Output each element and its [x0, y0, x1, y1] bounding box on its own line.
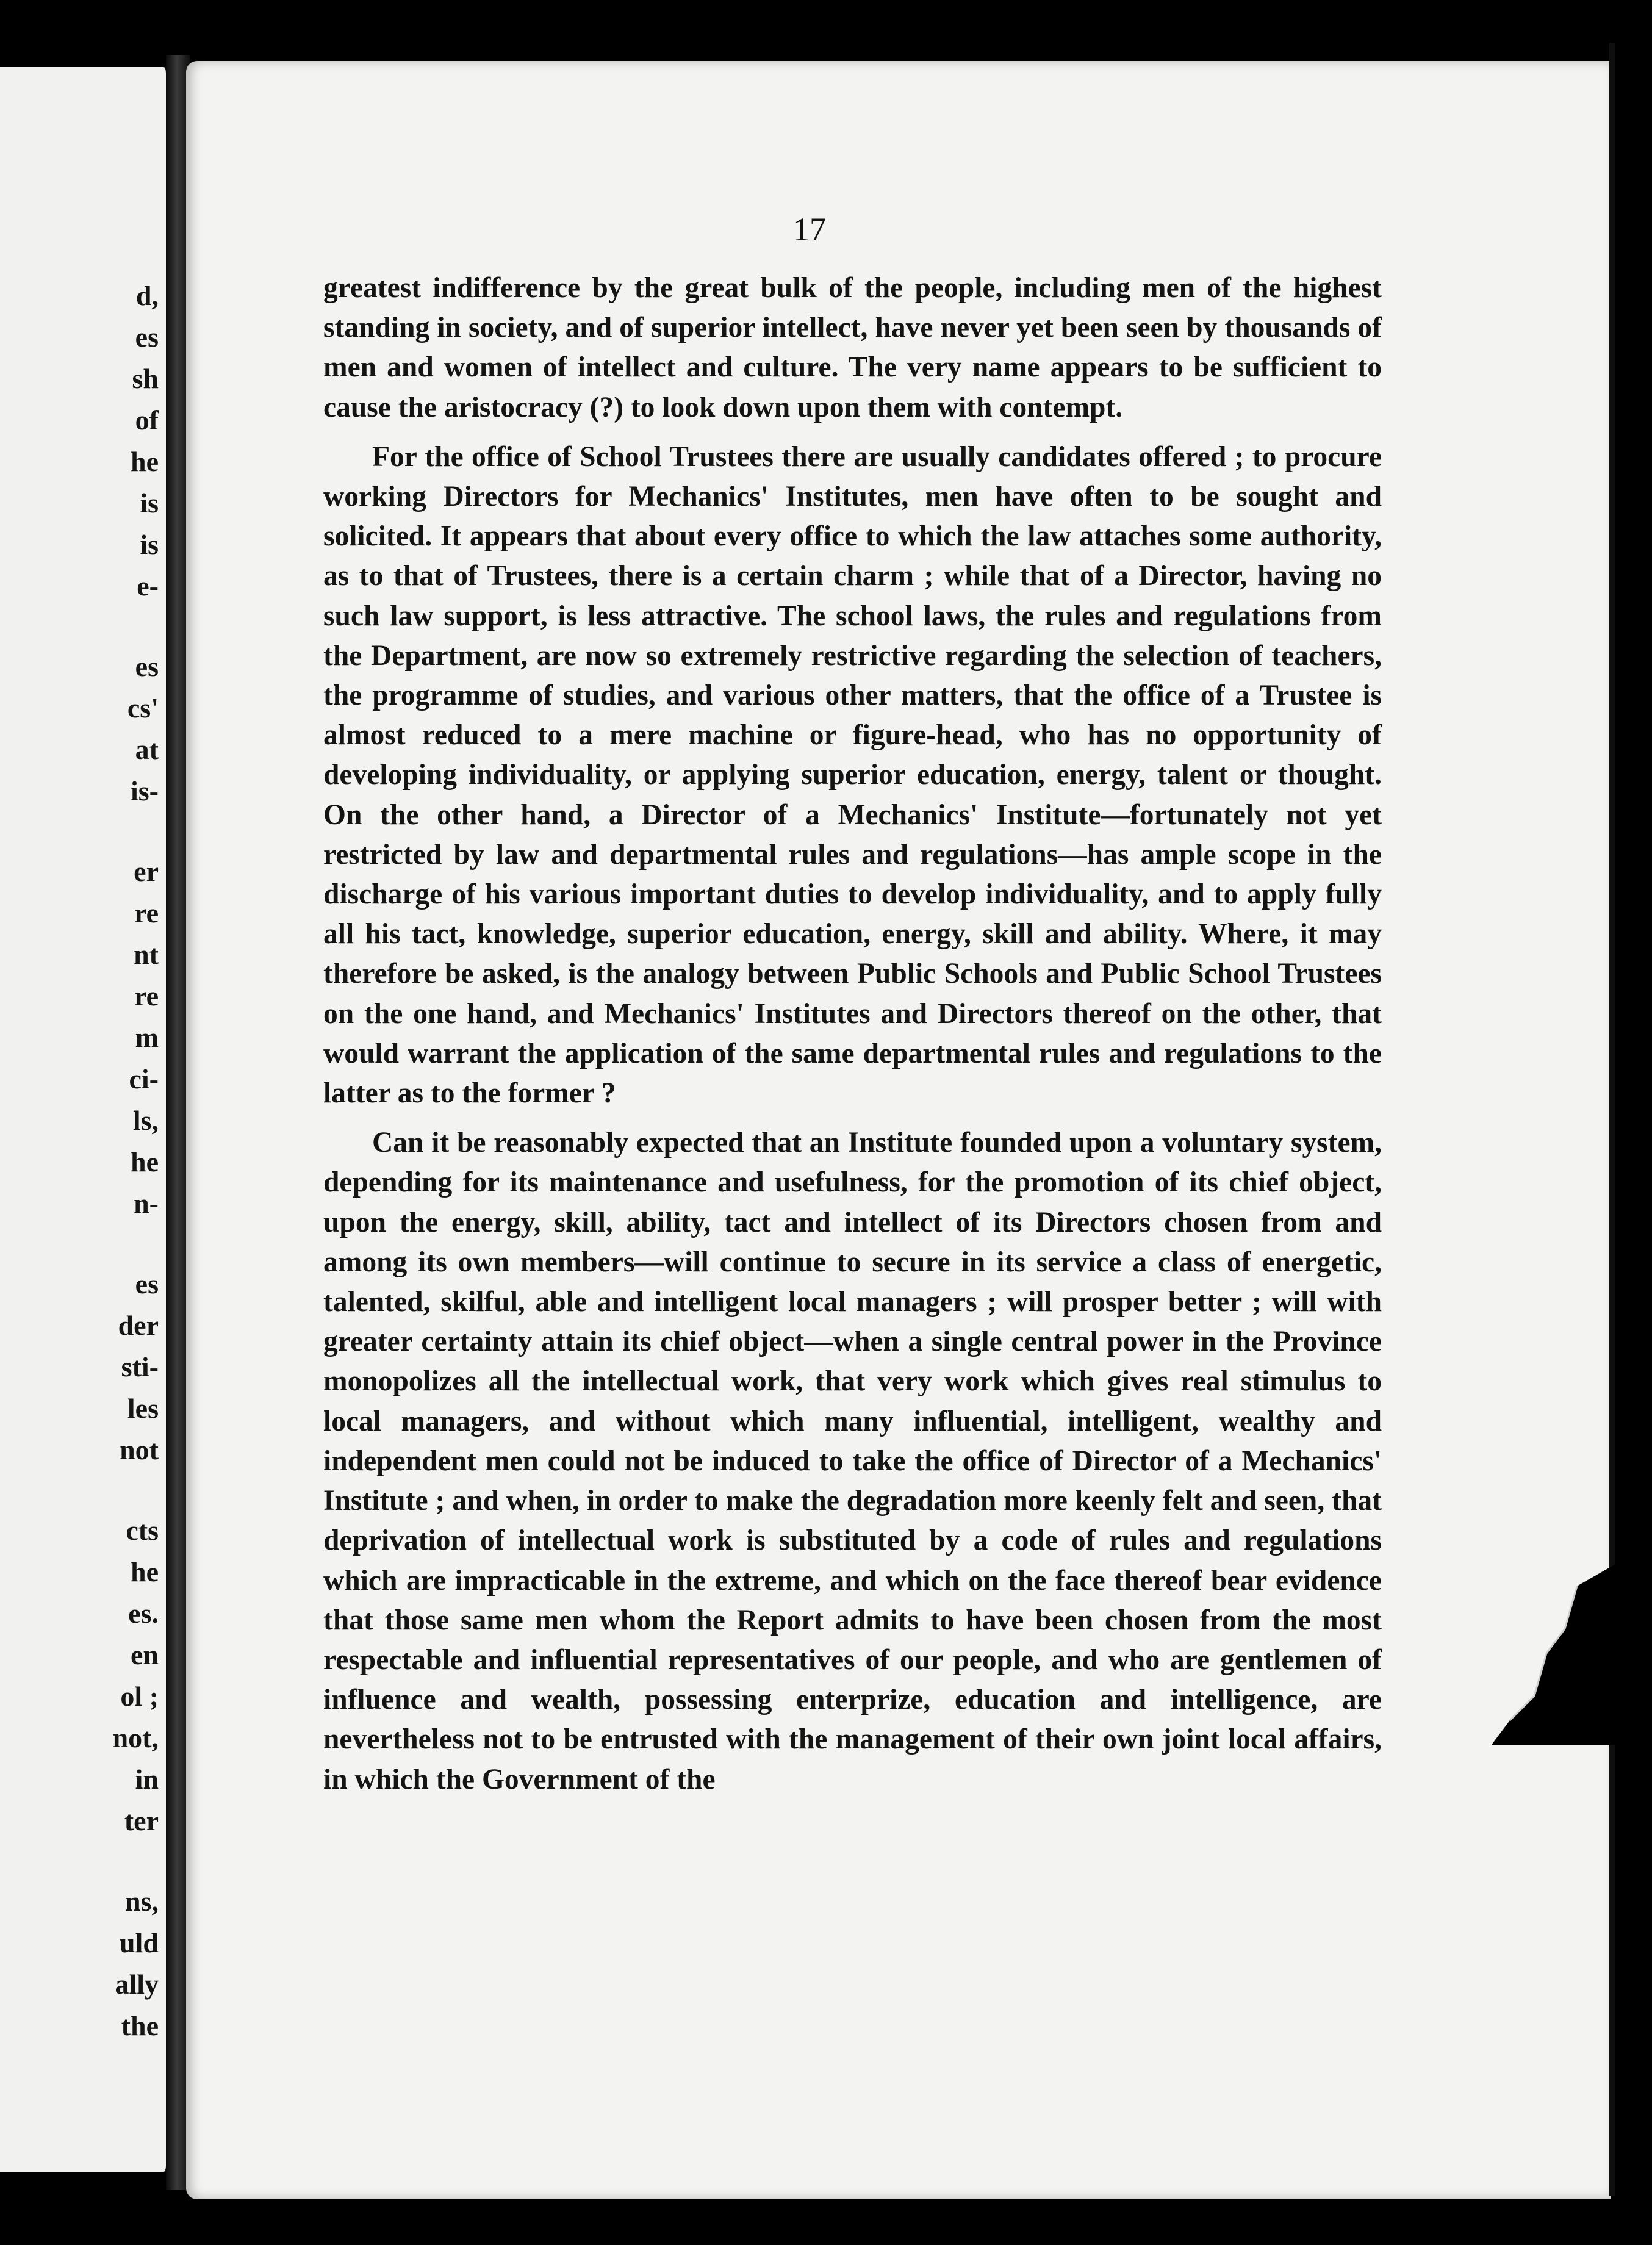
fragment: he — [131, 1556, 159, 1587]
fragment: cs' — [127, 692, 159, 724]
fragment: of — [135, 404, 159, 436]
fragment: es. — [128, 1598, 159, 1629]
fragment: he — [131, 1146, 159, 1177]
fragment: is — [140, 487, 159, 519]
paragraph-1: greatest indifference by the great bulk of the people, including men of the highest standing in society, and of superior intellect, have never yet been seen by thousands of men and women of intellect and culture. The very name appears to be sufficient to cause the aristocracy (?) to look down upon them with contempt. — [323, 272, 1382, 423]
fragment: the — [121, 2010, 159, 2041]
previous-page-text-fragments — [12, 67, 159, 2172]
previous-page-strip — [0, 67, 170, 2172]
fragment: les — [127, 1393, 159, 1424]
fragment: nt — [134, 939, 159, 970]
fragment: e- — [137, 570, 159, 602]
fragment: sh — [132, 363, 159, 394]
page-edge — [1609, 43, 1615, 2196]
fragment: is — [140, 529, 159, 560]
fragment: ter — [124, 1805, 159, 1836]
paragraph-3: Can it be reasonably expected that an Institute founded upon a voluntary system, depending for its maintenance and usefulness, for the promotion of its chief object, upon the energy, skill, ability, tact and intellect of its Directors chosen from and among its own members—will continue to secure in its service a class of energetic, talented, skilful, able and intelligent local managers ; will prosper better ; will with greater certainty attain its chief object—when a single central power in the Province monopolizes all the intellectual work, that very work which gives real stimulus to local managers, and without which many influential, intelligent, wealthy and independent men could not be induced to take the office of Director of a Mechanics' Institute ; and when, in order to make the degradation more keenly felt and seen, that deprivation of intellectual work is substituted by a code of rules and regulations which are impracticable in the extreme, and which on the face thereof bear evidence that those same men whom the Report admits to have been chosen from the most respectable and influential representatives of our people, and who are gentlemen of influence and wealth, possessing enterprize, education and intelligence, are nevertheless not to be entrusted with the management of their own joint local affairs, in which the Government of the — [323, 1127, 1382, 1795]
paragraph-2: For the office of School Trustees there are usually candidates offered ; to procure working Directors for Mechanics' Institutes, men have often to be sought and solicited. It appears that about every office to which the law attaches some authority, as to that of Trustees, there is a certain charm ; while that of a Director, having no such law support, is less attractive. The school laws, the rules and regulations from the Department, are now so extremely restrictive regarding the selection of teachers, the programme of studies, and various other matters, that the office of a Trustee is almost reduced to a mere machine or figure-head, who has no opportunity of developing individuality, or applying superior education, energy, talent or thought. On the other hand, a Director of a Mechanics' Institute—fortunately not yet restricted by law and departmental rules and regulations—has ample scope in the discharge of his various important duties to develop individuality, and to apply fully all his tact, knowledge, superior education, energy, skill and ability. Where, it may therefore be asked, is the analogy between Public Schools and Public School Trustees on the one hand, and Mechanics' Institutes and Directors thereof on the other, that would warrant the application of the same departmental rules and regulations to the latter as to the former ? — [323, 440, 1382, 1110]
fragment: es — [135, 1268, 159, 1299]
fragment: re — [134, 897, 159, 929]
fragment: at — [135, 734, 159, 765]
fragment: ls, — [132, 1105, 159, 1136]
fragment: d, — [135, 280, 159, 311]
page-number: 17 — [793, 211, 826, 248]
fragment: not — [120, 1434, 159, 1465]
fragment: m — [135, 1022, 159, 1053]
fragment: ci- — [129, 1063, 159, 1094]
page-tear — [1492, 1562, 1620, 1745]
fragment: he — [131, 446, 159, 477]
fragment: re — [134, 980, 159, 1011]
fragment: ally — [115, 1969, 159, 2000]
fragment: sti- — [121, 1351, 159, 1382]
fragment: ol ; — [120, 1681, 159, 1712]
fragment: n- — [134, 1188, 159, 1219]
fragment: en — [131, 1639, 159, 1670]
fragment: cts — [126, 1515, 159, 1546]
fragment: es — [135, 321, 159, 353]
fragment: es — [135, 651, 159, 682]
page-body — [323, 268, 1382, 1809]
fragment: in — [135, 1764, 159, 1795]
fragment: er — [134, 856, 159, 887]
fragment: der — [118, 1310, 159, 1341]
fragment: not, — [112, 1722, 159, 1753]
fragment: is- — [131, 775, 159, 806]
fragment: uld — [120, 1927, 159, 1958]
fragment: ns, — [125, 1886, 159, 1917]
